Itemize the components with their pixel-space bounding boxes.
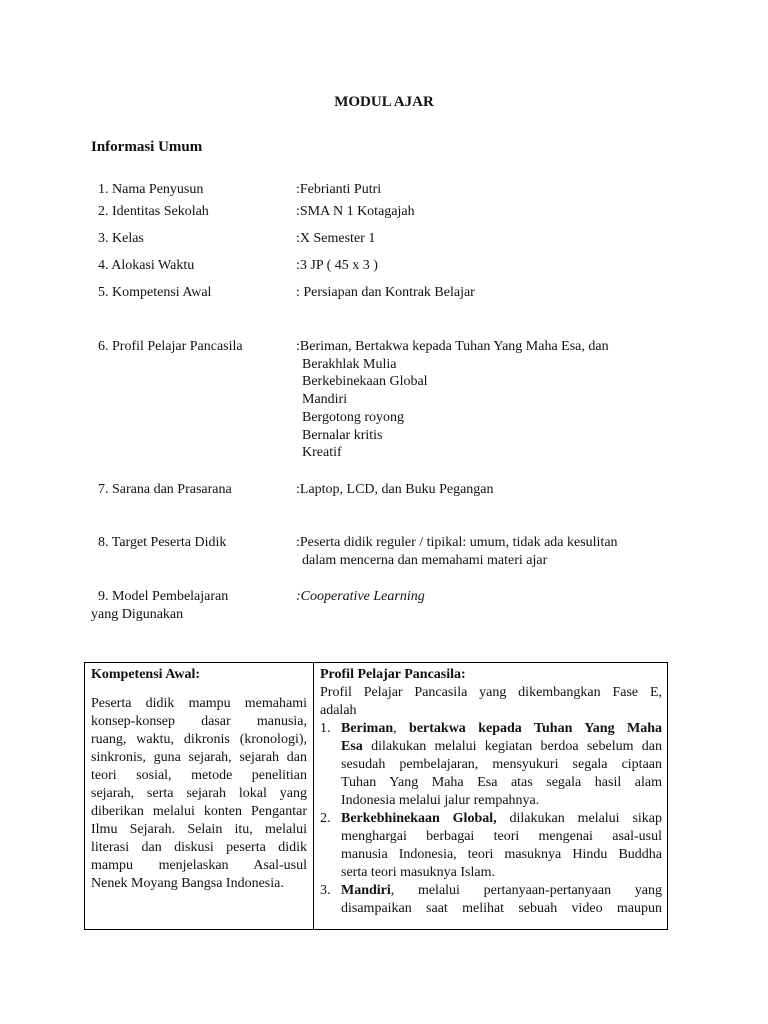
profil-pelajar-line: Berakhlak Mulia bbox=[302, 357, 397, 372]
paragraph-line: ruang, waktu, dikronis (kronologi), bbox=[91, 732, 307, 747]
section-heading: Informasi Umum bbox=[91, 139, 203, 155]
kompetensi-awal-paragraph bbox=[91, 695, 307, 893]
item-bold-text: Esa bbox=[341, 739, 363, 754]
document-title: MODUL AJAR bbox=[334, 94, 434, 110]
item-line: menghargai berbagai teori mengenai asal-usul bbox=[341, 829, 662, 844]
paragraph-line: sinkronis, guna sejarah, sejarah dan bbox=[91, 750, 307, 765]
target-peserta-line: :Peserta didik reguler / tipikal: umum, tidak ada kesulitan bbox=[296, 535, 618, 550]
intro-line: Profil Pelajar Pancasila yang dikembangkan Fase E, bbox=[320, 685, 662, 700]
alokasi-waktu-label: 4. Alokasi Waktu bbox=[98, 258, 195, 273]
identitas-sekolah-label: 2. Identitas Sekolah bbox=[98, 204, 209, 219]
model-pembelajaran-label: 9. Model Pembelajaran bbox=[98, 589, 229, 604]
profile-item bbox=[341, 810, 662, 882]
item-line: Indonesia melalui jalur rempahnya. bbox=[341, 793, 540, 808]
item-bold-text: Beriman bbox=[341, 721, 394, 736]
item-text: , bbox=[393, 721, 397, 736]
alokasi-waktu-value: :3 JP ( 45 x 3 ) bbox=[296, 258, 378, 273]
item-bold-text: Berkebhinekaan Global, bbox=[341, 811, 497, 826]
profil-pelajar-heading: Profil Pelajar Pancasila: bbox=[320, 667, 466, 682]
model-pembelajaran-value: :Cooperative Learning bbox=[296, 589, 425, 604]
item-bold-text: bertakwa kepada Tuhan Yang Maha bbox=[409, 721, 663, 736]
target-peserta-label: 8. Target Peserta Didik bbox=[98, 535, 227, 550]
item-line bbox=[341, 720, 662, 738]
kompetensi-awal-value: : Persiapan dan Kontrak Belajar bbox=[296, 285, 475, 300]
paragraph-line: Peserta didik mampu memahami bbox=[91, 696, 307, 711]
profil-pelajar-line: Kreatif bbox=[302, 445, 342, 460]
profil-pelajar-line: Bernalar kritis bbox=[302, 428, 383, 443]
profile-item bbox=[341, 720, 662, 810]
kelas-value: :X Semester 1 bbox=[296, 231, 376, 246]
profil-pelajar-label: 6. Profil Pelajar Pancasila bbox=[98, 339, 243, 354]
profil-pelajar-cell bbox=[314, 663, 667, 929]
identitas-sekolah-value: :SMA N 1 Kotagajah bbox=[296, 204, 415, 219]
paragraph-line: diberikan melalui konten Pengantar bbox=[91, 804, 307, 819]
kompetensi-awal-heading: Kompetensi Awal: bbox=[91, 667, 201, 682]
item-line: serta teori masuknya Islam. bbox=[341, 865, 495, 880]
item-text: , melalui pertanyaan-pertanyaan yang bbox=[390, 883, 662, 898]
kelas-label: 3. Kelas bbox=[98, 231, 144, 246]
paragraph-line: konsep-konsep dasar manusia, bbox=[91, 714, 307, 729]
kompetensi-awal-cell bbox=[85, 663, 314, 929]
profil-pelajar-line: Mandiri bbox=[302, 392, 348, 407]
competency-profile-table bbox=[84, 662, 668, 930]
sarana-prasarana-label: 7. Sarana dan Prasarana bbox=[98, 482, 232, 497]
paragraph-line: teori sosial, metode penelitian bbox=[91, 768, 307, 783]
item-number: 1. bbox=[320, 721, 331, 736]
nama-penyusun-value: :Febrianti Putri bbox=[296, 182, 382, 197]
item-line: disampaikan saat melihat sebuah video maupun bbox=[341, 901, 662, 916]
item-text: dilakukan melalui sikap bbox=[496, 811, 662, 826]
model-pembelajaran-label: yang Digunakan bbox=[91, 607, 184, 622]
profil-intro bbox=[320, 684, 662, 720]
profil-pelajar-line: :Beriman, Bertakwa kepada Tuhan Yang Maha Esa, dan bbox=[296, 339, 609, 354]
profil-pelajar-line: Berkebinekaan Global bbox=[302, 374, 428, 389]
paragraph-line: Nenek Moyang Bangsa Indonesia. bbox=[91, 876, 284, 891]
item-number: 3. bbox=[320, 883, 331, 898]
paragraph-line: sejarah, serta sejarah lokal yang bbox=[91, 786, 307, 801]
item-line bbox=[341, 882, 662, 900]
nama-penyusun-label: 1. Nama Penyusun bbox=[98, 182, 204, 197]
kompetensi-awal-label: 5. Kompetensi Awal bbox=[98, 285, 212, 300]
item-line: Tuhan Yang Maha Esa atas segala hasil alam bbox=[341, 775, 662, 790]
paragraph-line: mampu menjelaskan Asal-usul bbox=[91, 858, 307, 873]
item-line bbox=[341, 738, 662, 756]
target-peserta-line: dalam mencerna dan memahami materi ajar bbox=[302, 553, 548, 568]
item-line bbox=[341, 810, 662, 828]
sarana-prasarana-value: :Laptop, LCD, dan Buku Pegangan bbox=[296, 482, 494, 497]
item-number: 2. bbox=[320, 811, 331, 826]
item-line: sesudah pembelajaran, mensyukuri segala ciptaan bbox=[341, 757, 662, 772]
item-text: dilakukan melalui kegiatan berdoa sebelum dan bbox=[362, 739, 662, 754]
paragraph-line: literasi dan diskusi peserta didik bbox=[91, 840, 307, 855]
item-line: manusia Indonesia, teori masuknya Hindu Buddha bbox=[341, 847, 662, 862]
profile-item bbox=[341, 882, 662, 918]
item-bold-text: Mandiri bbox=[341, 883, 391, 898]
profil-pelajar-line: Bergotong royong bbox=[302, 410, 405, 425]
paragraph-line: Ilmu Sejarah. Selain itu, melalui bbox=[91, 822, 307, 837]
intro-line: adalah bbox=[320, 703, 357, 718]
